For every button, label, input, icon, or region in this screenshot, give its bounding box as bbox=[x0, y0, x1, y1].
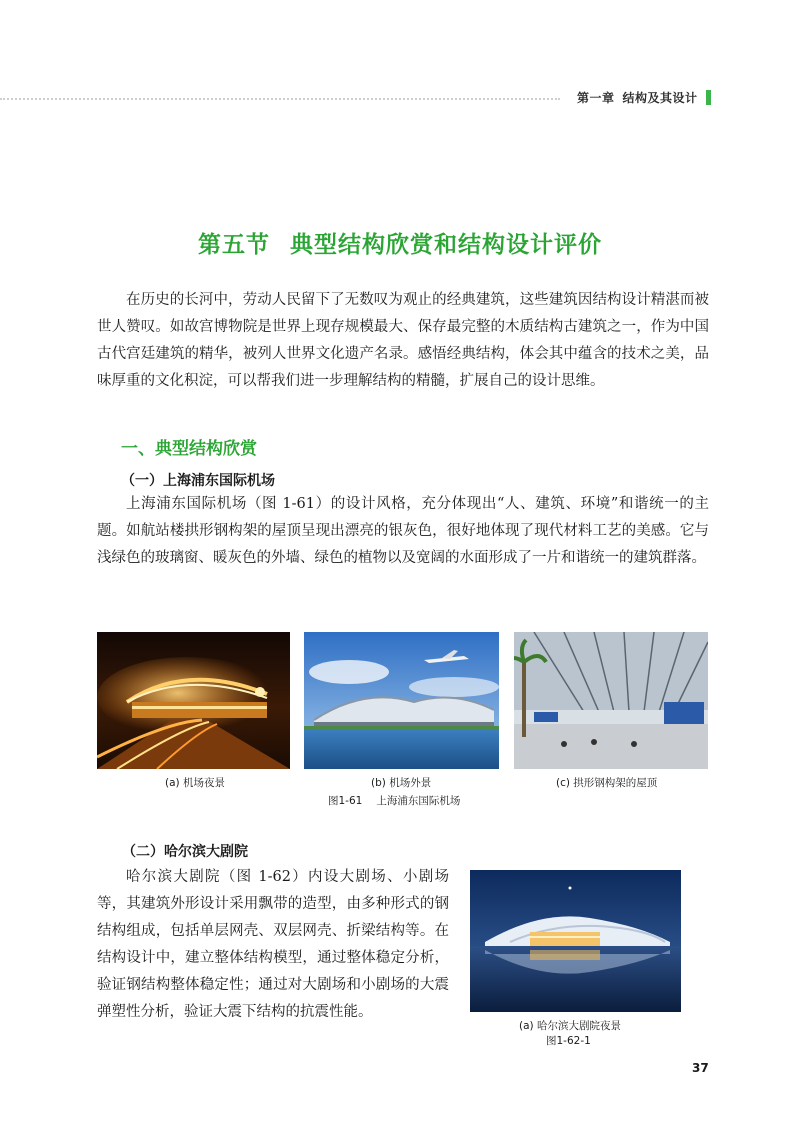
page-number: 37 bbox=[692, 1061, 709, 1075]
chapter-number: 第一章 bbox=[577, 91, 615, 105]
figure-1-61-label: 图1-61 bbox=[328, 795, 363, 807]
figure-1-61-title: 上海浦东国际机场 bbox=[376, 795, 461, 807]
figure-1-62-label: 图1-62-1 bbox=[546, 1035, 591, 1047]
section-title bbox=[0, 226, 800, 259]
airport-roof-photo bbox=[514, 632, 708, 769]
header-accent-bar bbox=[706, 90, 711, 105]
item-heading-harbin: （二）哈尔滨大剧院 bbox=[122, 844, 248, 860]
harbin-opera-night-photo bbox=[470, 870, 681, 1012]
section-number: 第五节 bbox=[198, 232, 270, 258]
caption-harbin: (a) 哈尔滨大剧院夜景 bbox=[519, 1020, 621, 1032]
running-header bbox=[577, 89, 698, 106]
caption-c: (c) 拱形钢构架的屋顶 bbox=[556, 777, 658, 789]
subsection-heading: 一、典型结构欣赏 bbox=[121, 439, 257, 459]
figure-1-61-caption bbox=[328, 793, 460, 808]
header-rule bbox=[0, 98, 560, 100]
harbin-paragraph: 哈尔滨大剧院（图 1-62）内设大剧场、小剧场等，其建筑外形设计采用飘带的造型，由多种形式的钢结构组成，包括单层网壳、双层网壳、折梁结构等。在结构设计中，建立整体结构模型，通过整体稳定分析，验证钢结构整体稳定性；通过对大剧场和小剧场的大震弹塑性分析，验证大震下结构的抗震性能。 bbox=[97, 869, 449, 1020]
airport-night-photo bbox=[97, 632, 290, 769]
chapter-title: 结构及其设计 bbox=[622, 91, 698, 105]
caption-a: (a) 机场夜景 bbox=[165, 777, 225, 789]
pudong-paragraph: 上海浦东国际机场（图 1-61）的设计风格，充分体现出“人、建筑、环境”和谐统一的主题。如航站楼拱形钢构架的屋顶呈现出漂亮的银灰色，很好地体现了现代材料工艺的美感。它与浅绿色的玻璃窗、暖灰色的外墙、绿色的植物以及宽阔的水面形成了一片和谐统一的建筑群落。 bbox=[97, 496, 709, 566]
airport-exterior-photo bbox=[304, 632, 499, 769]
caption-b: (b) 机场外景 bbox=[371, 777, 432, 789]
item-heading-pudong: （一）上海浦东国际机场 bbox=[121, 473, 275, 489]
intro-paragraph: 在历史的长河中，劳动人民留下了无数叹为观止的经典建筑，这些建筑因结构设计精湛而被世人赞叹。如故宫博物院是世界上现存规模最大、保存最完整的木质结构古建筑之一，作为中国古代宫廷建筑的精华，被列人世界文化遗产名录。感悟经典结构，体会其中蕴含的技术之美，品味厚重的文化积淀，可以帮我们进一步理解结构的精髓，扩展自己的设计思维。 bbox=[97, 292, 709, 389]
section-title-text: 典型结构欣赏和结构设计评价 bbox=[290, 232, 602, 258]
